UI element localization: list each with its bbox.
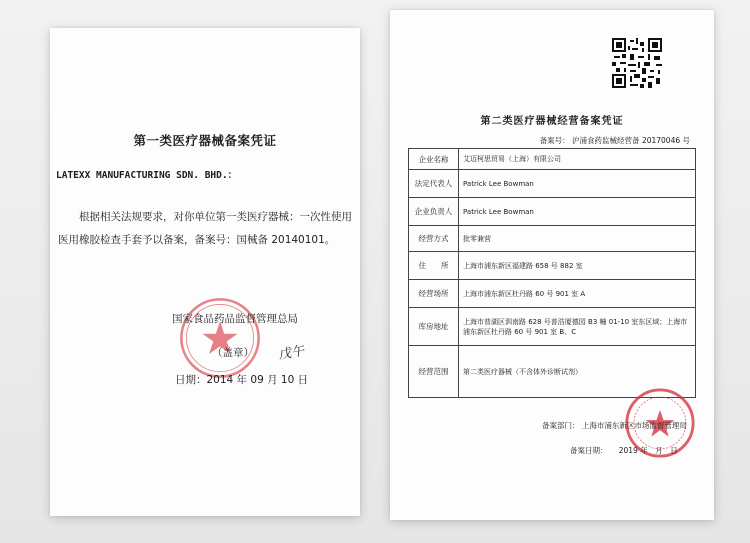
certificate-title: 第一类医疗器械备案凭证 (133, 133, 277, 148)
row-value: 艾迈柯思贸易（上海）有限公司 (459, 149, 696, 170)
row-value: Patrick Lee Bowman (459, 198, 696, 226)
row-label: 住 所 (409, 252, 459, 280)
row-value: 上海市浦东新区福建路 658 号 882 室 (459, 252, 696, 280)
row-label: 经营范围 (409, 346, 459, 398)
table-row (409, 226, 696, 252)
certificate-title: 第二类医疗器械经营备案凭证 (480, 116, 624, 127)
table-row (409, 198, 696, 226)
record-number: 备案号： 沪浦食药监械经营备 20170046 号 (539, 136, 690, 145)
signature: 戊午 (277, 343, 306, 364)
table-row (409, 149, 696, 170)
row-value: Patrick Lee Bowman (459, 170, 696, 198)
row-value: 上海市浦东新区杜丹路 60 号 901 室 A (459, 280, 696, 308)
row-value: 上海市普湖区泗南路 628 号普浩厦德园 B3 幢 01-10 室东区域；上海市浦东新区杜丹路 60 号 901 室 B、C (459, 308, 696, 346)
row-label: 经营方式 (409, 226, 459, 252)
certificate-left (50, 28, 360, 516)
issuing-authority: 国家食品药品监督管理总局 (172, 313, 298, 325)
row-label: 企业名称 (409, 149, 459, 170)
row-label: 法定代表人 (409, 170, 459, 198)
registration-department: 备案部门： 上海市浦东新区市场监督管理局 (542, 421, 687, 430)
registration-table (408, 148, 696, 398)
table-row (409, 170, 696, 198)
row-value: 第二类医疗器械（不含体外诊断试剂） (459, 346, 696, 398)
row-label: 库房地址 (409, 308, 459, 346)
official-seal-icon (178, 296, 262, 380)
certificate-body: 根据相关法规要求，对你单位第一类医疗器械：一次性使用医用橡胶检查手套予以备案，备案号：国械备 20140101。 (58, 211, 352, 246)
row-value: 批零兼营 (459, 226, 696, 252)
issue-date: 日期：2014 年 09 月 10 日 (175, 374, 309, 386)
certificate-right (390, 10, 714, 520)
qr-code-icon (612, 38, 662, 88)
table-row (409, 308, 696, 346)
table-row (409, 280, 696, 308)
addressee: LATEXX MANUFACTURING SDN. BHD.： (56, 170, 238, 181)
row-label: 经营场所 (409, 280, 459, 308)
registration-date: 备案日期： 2019 年 月 日 (570, 446, 678, 455)
seal-label: （盖章） (212, 347, 254, 359)
row-label: 企业负责人 (409, 198, 459, 226)
table-row (409, 252, 696, 280)
